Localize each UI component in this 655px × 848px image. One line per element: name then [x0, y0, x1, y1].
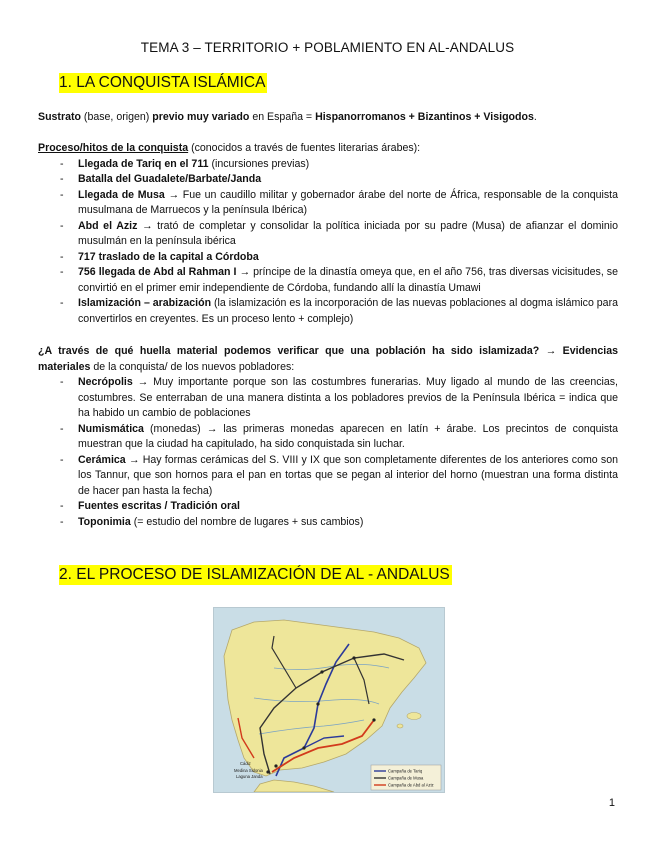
list-item: [38, 265, 618, 296]
list-item-term: Toponimia: [78, 515, 131, 528]
map-island-mallorca: [407, 713, 421, 720]
list-item: [38, 453, 618, 500]
sustrato-paragraph: [38, 110, 618, 126]
list-item-term: 756 llegada de Abd al Rahman I: [78, 266, 237, 278]
document-title: TEMA 3 – TERRITORIO + POBLAMIENTO EN AL-ANDALUS: [140, 40, 515, 55]
list-item-term: Cerámica: [78, 453, 126, 466]
map-island-ibiza: [397, 724, 403, 728]
hitos-block: [38, 141, 618, 327]
conquest-map: [213, 607, 445, 793]
list-item-text: (incursiones previas): [208, 157, 310, 170]
map-city-dot: [372, 718, 375, 721]
list-item-term: Llegada de Musa: [78, 188, 165, 201]
list-item: [38, 188, 618, 219]
hitos-intro-text: (conocidos a través de fuentes literarias árabes):: [188, 142, 421, 154]
list-item-term: 717 traslado de la capital a Córdoba: [78, 250, 259, 263]
sustrato-term-2: previo muy variado: [152, 111, 250, 123]
list-item: [38, 375, 618, 422]
map-city-dot: [320, 670, 323, 673]
map-city-dot: [274, 764, 277, 767]
list-item: [38, 515, 618, 531]
sustrato-text-2: en España =: [249, 111, 316, 123]
map-label-medina-sidonia: Medina Sidonia: [234, 768, 263, 773]
evidencias-block: [38, 344, 618, 530]
huella-question-term: ¿A través de qué huella material podemos verificar que una población ha sido islamizada? → Evidencias materiales: [38, 345, 618, 373]
map-label-cadiz: Cádiz: [240, 761, 251, 766]
section-heading-1-text: 1. LA CONQUISTA ISLÁMICA: [59, 74, 266, 91]
list-item-text: (monedas) → las primeras monedas aparecen en latín + árabe. Los precintos de conquista muestran que la ciudad ha capitulado, ha sido conquistada sin luchar.: [78, 422, 618, 450]
page-number: 1: [608, 797, 615, 809]
conquest-map-svg: [214, 608, 444, 792]
section-heading-1: [59, 74, 267, 92]
list-item-term: Islamización – arabización: [78, 297, 212, 309]
sustrato-term-3: Hispanorromanos + Bizantinos + Visigodos: [315, 111, 534, 123]
map-city-dot: [352, 656, 355, 659]
sustrato-term: Sustrato: [38, 111, 81, 123]
map-city-dot: [266, 770, 269, 773]
map-legend-tariq: Campaña de Tariq: [388, 768, 423, 774]
hitos-intro: [38, 141, 618, 157]
hitos-list: [38, 157, 618, 328]
huella-question: [38, 344, 618, 375]
hitos-intro-term: Proceso/hitos de la conquista: [38, 142, 189, 154]
list-item-text: → trató de completar y consolidar la política iniciada por su padre (Musa) de afianzar el dominio musulmán en la península ibérica: [78, 219, 618, 247]
map-city-dot: [302, 746, 305, 749]
list-item-text: → Fue un caudillo militar y gobernador árabe del norte de África, responsable de la conquista musulmana de Marruecos y la península Ibérica): [78, 188, 618, 216]
map-city-dot: [316, 702, 319, 705]
evidencias-list: [38, 375, 618, 530]
list-item: [38, 422, 618, 453]
list-item: [38, 157, 618, 173]
list-item-term: Batalla del Guadalete/Barbate/Janda: [78, 173, 262, 185]
map-label-laguna-janda: Laguna Janda: [236, 774, 263, 779]
sustrato-text-3: .: [533, 111, 537, 123]
list-item-text: → Hay formas cerámicas del S. VIII y IX que son completamente diferentes de los anteriores como son los Tannur, que son hornos para el pan en tortas que se pegan al interior del horno (muestran una forma distinta de hacer pan hasta la fecha): [78, 453, 618, 497]
list-item: [38, 250, 618, 266]
list-item-text: → Muy importante porque son las costumbres funerarias. Muy ligado al mundo de las creencias, costumbres. Se enterraban de una manera distinta a los pobladores previos de la Península Ibérica = indica que ha habido un cambio de poblaciones: [78, 376, 618, 419]
list-item-text: (= estudio del nombre de lugares + sus cambios): [130, 515, 364, 528]
list-item-term: Llegada de Tariq en el 711: [78, 157, 209, 170]
map-legend-aziz: Campaña de Abd al Aziz: [388, 782, 434, 788]
list-item-term: Numismática: [78, 422, 144, 435]
list-item: [38, 219, 618, 250]
list-item-term: Necrópolis: [78, 376, 133, 388]
list-item-term: Abd el Aziz: [78, 219, 138, 232]
huella-question-text: de la conquista/ de los nuevos pobladores:: [90, 360, 295, 373]
list-item-text: → príncipe de la dinastía omeya que, en el año 756, tras diversas vicisitudes, se convirtió en el primer emir independiente de Córdoba, fundando allí la dinastía Umawi: [78, 266, 618, 294]
list-item: [38, 499, 618, 515]
list-item: [38, 296, 618, 327]
list-item-term: Fuentes escritas / Tradición oral: [78, 500, 240, 512]
section-heading-2: [59, 566, 452, 584]
section-heading-2-text: 2. EL PROCESO DE ISLAMIZACIÓN DE AL - ANDALUS: [59, 566, 450, 583]
map-legend-musa: Campaña de Musa: [388, 775, 424, 781]
list-item-text: (la islamización es la incorporación de las nuevas poblaciones al dogma islámico para convertirlos en creyentes. Es un proceso lento + complejo): [78, 297, 618, 325]
list-item: [38, 172, 618, 188]
sustrato-text-1: (base, origen): [80, 111, 153, 123]
